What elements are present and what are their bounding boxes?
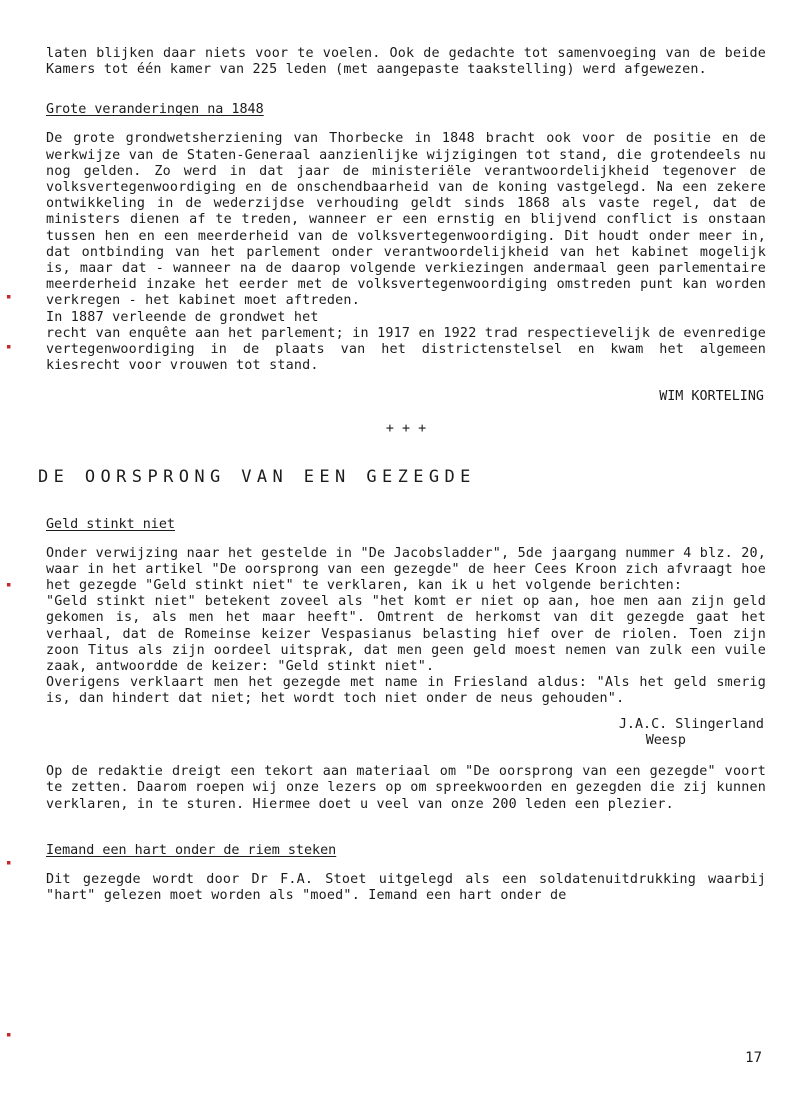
paragraph-thorbecke: De grote grondwetsherziening van Thorbecke in 1848 bracht ook voor de positie en de werkwijze van de Staten-Generaal aanzienlijke wijzigingen tot stand, die grotendeels nu nog gelden. Zo werd in dat jaar de ministeriële verantwoordelijkheid tegenover de volksvertegenwoordiging en de onschendbaarheid van de koning vastgelegd. Na een zekere ontwikkeling in de wederzijdse verhouding geldt sinds 1868 als vaste regel, dat de ministers dienen af te treden, wanneer er een ernstig en blijvend conflict is onstaan tussen hen en een meerderheid van de volksvertegenwoordiging. Dit houdt onder meer in, dat ontbinding van het parlement onder verantwoordelijkheid van het kabinet mogelijk is, maar dat - wanneer na de daarop volgende verkiezingen andermaal geen parlementaire meerderheid inzake het eerder met de volksvertegenwoordiging omstreden punt kan worden verkregen - het kabinet moet aftreden. xyxy=(46,131,766,309)
paragraph-friesland: Overigens verklaart men het gezegde met name in Friesland aldus: "Als het geld smerig is, dan hindert dat niet; het wordt toch niet onder de neus gehouden". xyxy=(46,675,766,707)
margin-mark: ▪ xyxy=(6,580,12,590)
paragraph-stoet: Dit gezegde wordt door Dr F.A. Stoet uitgelegd als een soldatenuitdrukking waarbij "hart" gelezen moet worden als "moed". Iemand een hart onder de xyxy=(46,871,766,903)
document-page xyxy=(38,46,766,904)
page-number: 17 xyxy=(745,1050,762,1066)
section-title-oorsprong: DE OORSPRONG VAN EEN GEZEGDE xyxy=(38,466,476,487)
section-heading-hart-onder-de-riem: Iemand een hart onder de riem steken xyxy=(46,842,337,858)
separator: + + + xyxy=(385,420,427,436)
paragraph-1887-line: In 1887 verleende de grondwet het xyxy=(46,309,319,325)
signature-place: Weesp xyxy=(645,732,686,748)
margin-mark: ▪ xyxy=(6,342,12,352)
signature-name: J.A.C. Slingerland xyxy=(618,716,764,732)
paragraph-redaktie: Op de redaktie dreigt een tekort aan materiaal om "De oorsprong van een gezegde" voort te zetten. Daarom roepen wij onze lezers op om spreekwoorden en gezegden die zij kunnen verklaren, in te sturen. Hiermee doet u veel van onze 200 leden een plezier. xyxy=(46,764,766,812)
intro-paragraph: laten blijken daar niets voor te voelen. Ook de gedachte tot samenvoeging van de beide Kamers tot één kamer van 225 leden (met aangepaste taakstelling) werd afgewezen. xyxy=(46,46,766,78)
margin-mark: ▪ xyxy=(6,858,12,868)
margin-mark: ▪ xyxy=(6,1030,12,1040)
author-name: WIM KORTELING xyxy=(659,389,764,405)
section-heading-geld-stinkt-niet: Geld stinkt niet xyxy=(46,516,175,532)
section-heading-grote-veranderingen: Grote veranderingen na 1848 xyxy=(46,102,264,118)
paragraph-verwijzing: Onder verwijzing naar het gestelde in "De Jacobsladder", 5de jaargang nummer 4 blz. 20, waar in het artikel "De oorsprong van een gezegde" de heer Cees Kroon zich afvraagt hoe het gezegde "Geld stinkt niet" te verklaren, kan ik u het volgende berichten: xyxy=(46,545,766,594)
paragraph-betekenis: "Geld stinkt niet" betekent zoveel als "het komt er niet op aan, hoe men aan zijn geld gekomen is, als men het maar heeft". Omtrent de herkomst van dit gezegde gaat het verhaal, dat de Romeinse keizer Vespasianus belasting hief over de riolen. Toen zijn zoon Titus als zijn oordeel uitsprak, dat men geen geld moest nemen van zulk een vuile zaak, antwoordde de keizer: "Geld stinkt niet". xyxy=(46,594,766,675)
paragraph-enquete: recht van enquête aan het parlement; in 1917 en 1922 trad respectievelijk de evenredige vertegenwoordiging in de plaats van het districtenstelsel en kwam het algemeen kiesrecht voor vrouwen tot stand. xyxy=(46,325,766,374)
margin-mark: ▪ xyxy=(6,292,12,302)
